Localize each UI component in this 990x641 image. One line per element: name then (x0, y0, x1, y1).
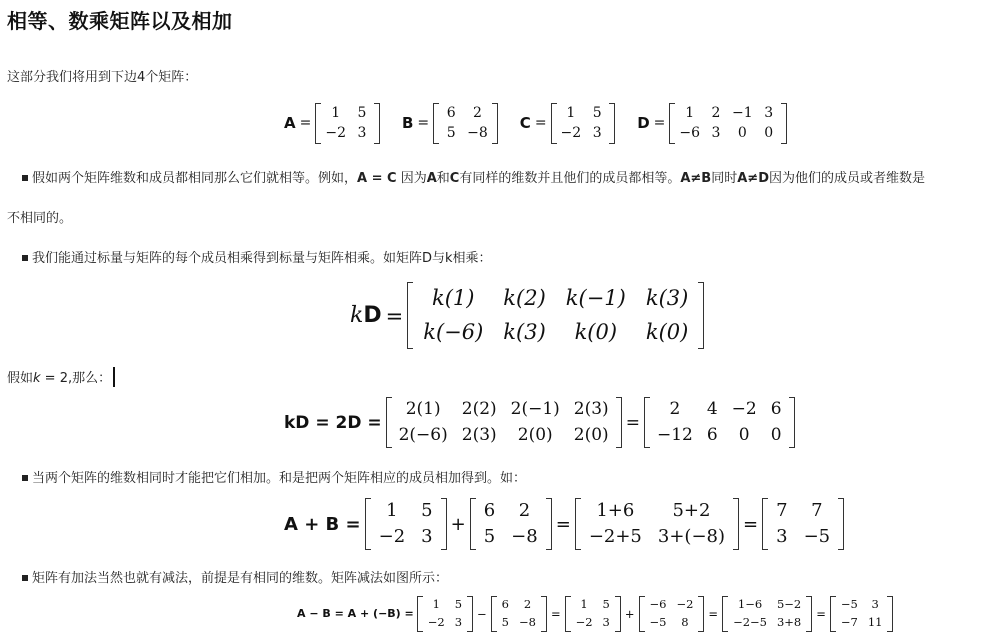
right-bracket (698, 596, 704, 632)
equals-sign: = (534, 115, 547, 132)
matrix-entry: 3 (776, 526, 788, 548)
matrix-entry: 1−6 (737, 597, 763, 611)
matrix-entry: −6 (649, 597, 667, 611)
matrix-c (551, 103, 616, 144)
matrix-c-label: C (519, 114, 531, 133)
sub-matrix-a-copy (565, 596, 621, 632)
matrix-entry: k(0) (645, 319, 689, 344)
right-bracket (838, 498, 844, 550)
matrix-b-label: B (401, 114, 414, 133)
matrix-entry: k(0) (574, 319, 618, 344)
sub-matrix-b (491, 596, 547, 632)
kd-matrix (407, 282, 704, 349)
matrix-entry: 11 (867, 614, 883, 629)
matrix-entry: 5 (446, 125, 456, 142)
matrix-entry: 4 (706, 399, 718, 419)
matrix-entry: 3 (764, 105, 774, 121)
matrix-entry: 0 (738, 424, 750, 445)
matrix-entry: −5 (840, 597, 858, 611)
matrix-definitions (284, 103, 787, 144)
right-bracket (615, 596, 621, 632)
add-matrix-b (470, 498, 552, 550)
matrix-entry: 1 (386, 500, 398, 521)
add-matrix-a (365, 498, 447, 550)
sub-expanded (722, 596, 812, 632)
equals-sign: = (299, 115, 312, 132)
matrix-entry: −2−5 (733, 614, 767, 629)
matrix-entry: 2(2) (461, 399, 497, 419)
matrix-entry: k(3) (645, 286, 689, 310)
page-title: 相等、数乘矩阵以及相加 (7, 9, 233, 33)
matrix-entry: 1 (566, 105, 576, 121)
matrix-entry: 6 (770, 399, 782, 419)
matrix-entry: 3 (357, 125, 367, 142)
right-bracket (733, 498, 739, 550)
addition-paragraph: 当两个矩阵的维数相同时才能把它们相加。和是把两个矩阵相应的成员相加得到。如： (7, 467, 526, 486)
matrix-entry: −5 (649, 614, 667, 629)
matrix-entry: −2 (676, 597, 694, 611)
matrix-entry: 1 (580, 597, 588, 611)
intro-paragraph: 这部分我们将用到下边4个矩阵： (7, 70, 198, 85)
matrix-entry: −8 (511, 526, 538, 548)
matrix-entry: −5 (803, 526, 831, 548)
matrix-entry: 2(0) (573, 424, 609, 445)
matrix-entry: −2 (378, 526, 406, 548)
matrix-entry: 6 (446, 105, 456, 121)
right-bracket (698, 282, 704, 349)
matrix-entry: k(1) (432, 286, 475, 310)
matrix-entry: 5 (357, 105, 367, 121)
example-equation: kD = 2D = 2(1) 2(2) 2(−1) 2(3) 2(−6) 2(3) 2(0) 2(0) = 2 4 −2 6 −12 6 0 0 (284, 397, 795, 448)
matrix-entry: −1 (732, 105, 753, 121)
addition-equation: A + B = 1 5 −2 3 + 6 2 5 −8 = 1+6 5+2 −2+5 3+(−8) = 7 7 3 −5 (284, 498, 844, 550)
matrix-entry: 2 (518, 500, 531, 521)
matrix-entry: 7 (776, 500, 788, 521)
matrix-entry: 0 (770, 424, 782, 445)
2d-expanded-matrix (386, 397, 622, 448)
right-bracket (616, 397, 622, 448)
matrix-entry: −2 (560, 125, 582, 142)
matrix-entry: 5 (483, 526, 496, 548)
example-paragraph: 假如k = 2,那么： (7, 367, 115, 387)
matrix-entry: −2 (731, 399, 757, 419)
matrix-entry: −2 (575, 614, 593, 629)
matrix-entry: k(−6) (423, 319, 484, 344)
right-bracket (541, 596, 547, 632)
matrix-entry: 5 (501, 614, 509, 629)
matrix-entry: 2 (523, 597, 532, 611)
matrix-d-label: D (637, 114, 650, 133)
matrix-entry: 3 (711, 125, 721, 142)
matrix-entry: 3 (421, 526, 433, 548)
sub-matrix-a (417, 596, 473, 632)
matrix-entry: 1 (331, 105, 341, 121)
matrix-entry: 3 (454, 614, 463, 629)
scalar-multiplication-equation: k D = k(1) k(2) k(−1) k(3) k(−6) k(3) k(0) k(0) (350, 282, 704, 349)
bullet-icon (22, 175, 28, 181)
right-bracket (781, 103, 787, 144)
matrix-entry: 5+2 (672, 500, 711, 521)
matrix-entry: 2(0) (517, 424, 553, 445)
matrix-entry: 2(−6) (398, 424, 448, 445)
matrix-entry: 0 (764, 125, 774, 142)
right-bracket (609, 103, 615, 144)
matrix-entry: 5 (602, 597, 610, 611)
matrix-entry: −2+5 (588, 526, 642, 548)
matrix-entry: 5 (421, 500, 433, 521)
matrix-entry: k(2) (503, 286, 546, 310)
matrix-entry: 7 (811, 500, 823, 521)
matrix-entry: 1 (432, 597, 440, 611)
equals-sign: = (417, 115, 430, 132)
right-bracket (887, 596, 893, 632)
matrix-entry: −2 (325, 125, 346, 142)
add-sum-result (762, 498, 844, 550)
matrix-entry: −8 (467, 125, 488, 142)
matrix-entry: k(3) (503, 319, 546, 344)
right-bracket (492, 103, 498, 144)
scalar-paragraph: 我们能通过标量与矩阵的每个成员相乘得到标量与矩阵相乘。如矩阵D与k相乘： (7, 247, 492, 266)
matrix-entry: 6 (483, 500, 496, 521)
matrix-d (669, 103, 786, 144)
matrix-entry: −7 (840, 614, 858, 629)
text-cursor (113, 367, 115, 387)
matrix-entry: 2(1) (405, 399, 441, 419)
matrix-entry: 2 (711, 105, 721, 121)
matrix-entry: 3 (592, 125, 602, 142)
matrix-entry: 3 (602, 614, 610, 629)
right-bracket (441, 498, 447, 550)
matrix-entry: 5 (454, 597, 463, 611)
matrix-entry: 2(3) (573, 399, 609, 419)
right-bracket (789, 397, 795, 448)
equals-sign: = (653, 115, 666, 132)
matrix-entry: 8 (681, 614, 689, 629)
matrix-entry: −8 (519, 614, 536, 629)
right-bracket (467, 596, 473, 632)
matrix-entry: −2 (427, 614, 445, 629)
matrix-entry: 6 (706, 424, 718, 445)
right-bracket (806, 596, 812, 632)
bullet-icon (22, 575, 28, 581)
matrix-entry: 5−2 (776, 597, 802, 611)
subtraction-paragraph: 矩阵有加法当然也就有减法，前提是有相同的维数。矩阵减法如图所示： (7, 567, 448, 586)
equality-paragraph: 假如两个矩阵维数和成员都相同那么它们就相等。例如，A = C 因为A和C有同样的维数并且他们的成员都相等。A≠B同时A≠D因为他们的成员或者维数是 (7, 167, 925, 186)
matrix-b (433, 103, 498, 144)
equality-paragraph-continued: 不相同的。 (7, 211, 73, 226)
sub-result (830, 596, 894, 632)
bullet-icon (22, 255, 28, 261)
matrix-entry: 1+6 (596, 500, 635, 521)
matrix-entry: 2(3) (461, 424, 497, 445)
matrix-entry: 0 (737, 125, 747, 142)
2d-result-matrix (644, 397, 795, 448)
right-bracket (374, 103, 380, 144)
sub-matrix-neg-b (639, 596, 705, 632)
matrix-entry: 3 (871, 597, 879, 611)
matrix-entry: 3+(−8) (657, 526, 726, 548)
matrix-entry: 5 (592, 105, 602, 121)
matrix-entry: 3+8 (776, 614, 802, 629)
matrix-entry: 2 (669, 399, 681, 419)
matrix-entry: 2 (473, 105, 482, 121)
matrix-a (315, 103, 380, 144)
matrix-entry: k(−1) (565, 286, 626, 310)
add-sum-expanded (575, 498, 739, 550)
right-bracket (546, 498, 552, 550)
matrix-entry: −6 (679, 125, 701, 142)
bullet-icon (22, 475, 28, 481)
matrix-entry: 2(−1) (510, 399, 560, 419)
subtraction-equation: A − B = A + (−B) = 1 5 −2 3 − 6 2 5 −8 = 1 5 −2 3 + −6 −2 −5 8 = 1−6 5−2 −2−5 3+8 = −5 3 −7 11 (297, 596, 893, 632)
matrix-entry: −12 (656, 424, 693, 445)
matrix-entry: 6 (501, 597, 509, 611)
matrix-entry: 1 (685, 105, 695, 121)
matrix-a-label: A (284, 114, 296, 133)
